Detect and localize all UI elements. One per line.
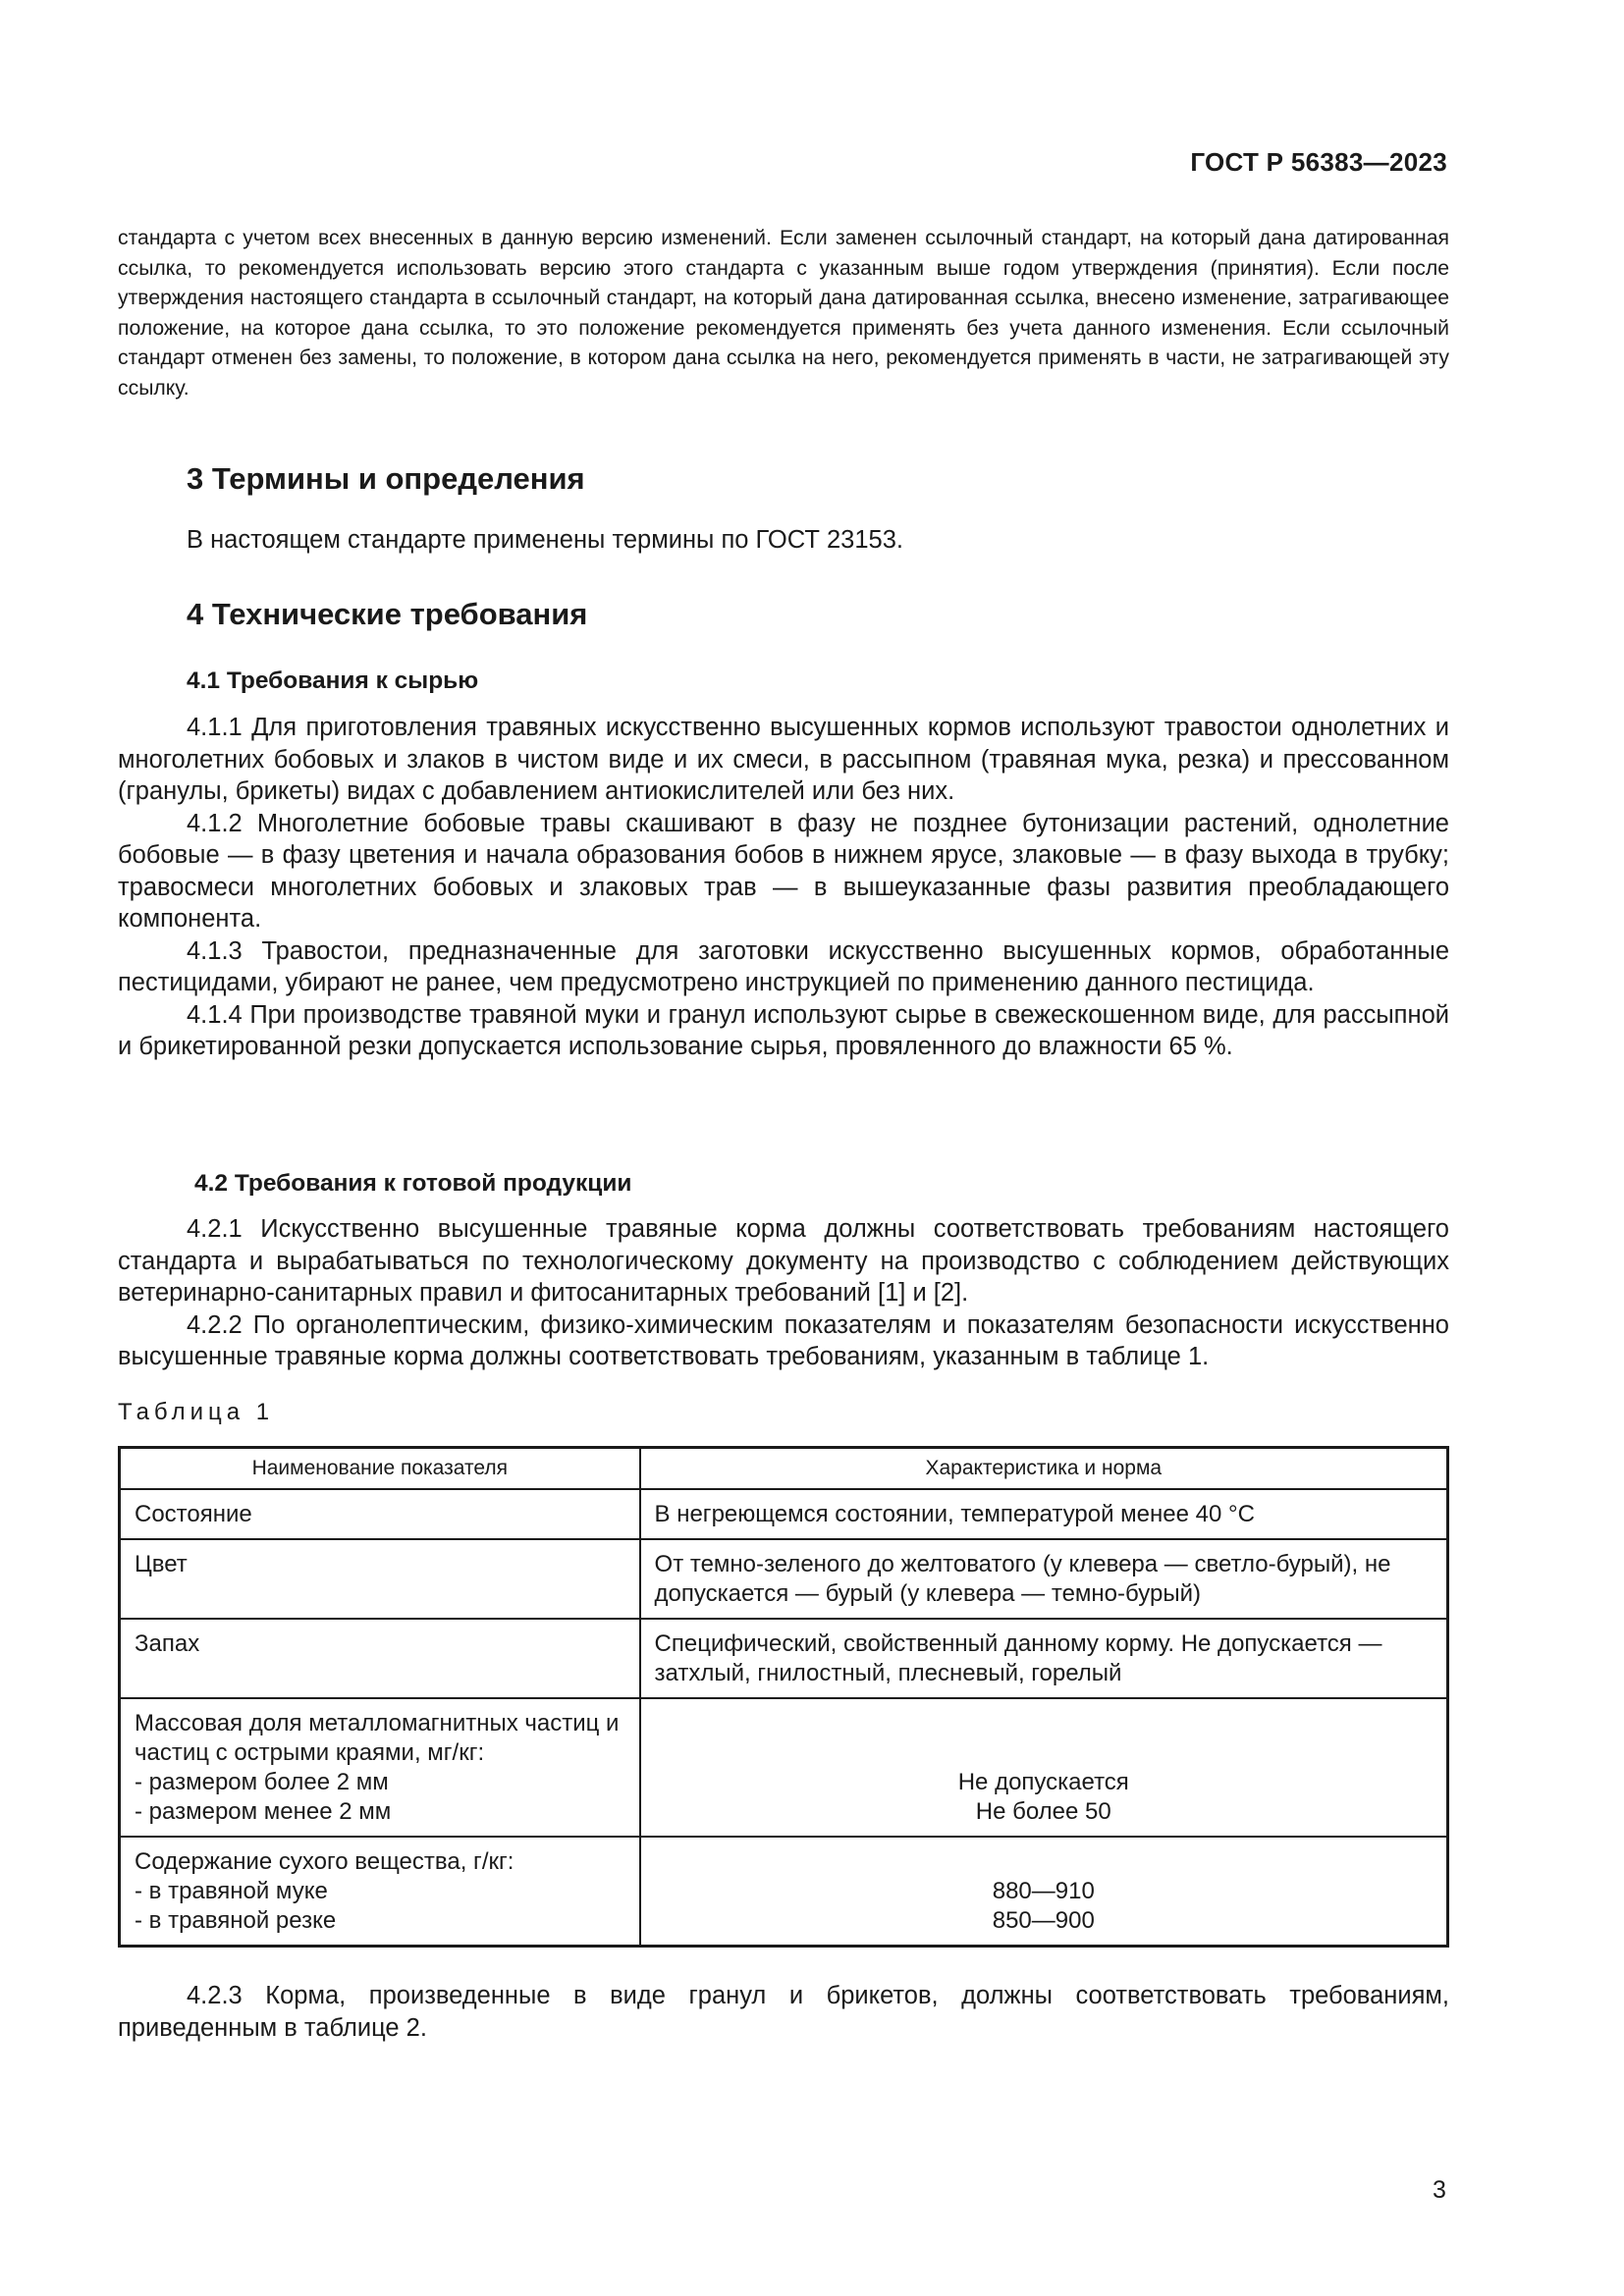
paragraph-4-2-2: 4.2.2 По органолептическим, физико-химическим показателям и показателям безопасности искусственно высушенные травяные корма должны соответствовать требованиям, указанным в таблице 1. xyxy=(118,1310,1449,1370)
row-value: 880—910 xyxy=(992,1878,1095,1904)
row-subitem: - в травяной муке xyxy=(135,1878,328,1904)
table-row xyxy=(120,1837,1448,1947)
subsection-4-1-title: 4.1 Требования к сырью xyxy=(187,667,479,694)
table-cell-name: Состояние xyxy=(120,1489,640,1539)
section-3-title: 3 Термины и определения xyxy=(187,461,585,496)
paragraph-4-2-3-block xyxy=(118,1980,1449,2044)
table-cell-value: Специфический, свойственный данному корму. Не допускается — затхлый, гнилостный, плесневый, горелый xyxy=(640,1619,1448,1698)
paragraph-4-1-3: 4.1.3 Травостои, предназначенные для заготовки искусственно высушенных кормов, обработанные пестицидами, убирают не ранее, чем предусмотрено инструкцией по применению данного пестицида. xyxy=(118,936,1449,996)
row-subitem: - в травяной резке xyxy=(135,1907,337,1934)
subsection-4-1-body xyxy=(118,712,1449,1063)
table-cell-value: От темно-зеленого до желтоватого (у клевера — светло-бурый), не допускается — бурый (у клевера — темно-бурый) xyxy=(640,1539,1448,1619)
table-row xyxy=(120,1539,1448,1619)
section-3-text: В настоящем стандарте применены термины по ГОСТ 23153. xyxy=(187,526,903,554)
table-header-indicator: Наименование показателя xyxy=(120,1448,640,1490)
row-subitem: - размером менее 2 мм xyxy=(135,1798,392,1825)
lead-paragraph: стандарта с учетом всех внесенных в данную версию изменений. Если заменен ссылочный стандарт, на который дана датированная ссылка, то рекомендуется использовать версию этого стандарта с указанным выше годом утверждения (принятия). Если после утверждения настоящего стандарта в ссылочный стандарт, на который дана датированная ссылка, внесено изменение, затрагивающее положение, на которое дана ссылка, то это положение рекомендуется применять без учета данного изменения. Если ссылочный стандарт отменен без замены, то положение, в котором дана ссылка на него, рекомендуется применять в части, не затрагивающей эту ссылку. xyxy=(118,227,1449,400)
row-value: Не более 50 xyxy=(975,1798,1111,1825)
paragraph-4-2-1: 4.2.1 Искусственно высушенные травяные корма должны соответствовать требованиям настоящего стандарта и вырабатываться по технологическому документу на производство с соблюдением действующих ветеринарно-санитарных правил и фитосанитарных требований [1] и [2]. xyxy=(118,1215,1449,1307)
table-row xyxy=(120,1489,1448,1539)
table-header-norm: Характеристика и норма xyxy=(640,1448,1448,1490)
table-cell-name xyxy=(120,1837,640,1947)
row-subitem: - размером более 2 мм xyxy=(135,1769,389,1795)
table-1-caption: Таблица 1 xyxy=(118,1399,275,1425)
row-value: 850—900 xyxy=(992,1907,1095,1934)
table-header-row xyxy=(120,1448,1448,1490)
table-cell-name: Запах xyxy=(120,1619,640,1698)
subsection-4-2-title: 4.2 Требования к готовой продукции xyxy=(194,1170,632,1197)
row-label: Массовая доля металломагнитных частиц и частиц с острыми краями, мг/кг: xyxy=(135,1710,620,1766)
section-4-title: 4 Технические требования xyxy=(187,597,588,631)
table-1 xyxy=(118,1446,1449,1948)
table-row xyxy=(120,1619,1448,1698)
row-value: Не допускается xyxy=(957,1769,1129,1795)
document-code: ГОСТ Р 56383—2023 xyxy=(1190,147,1447,177)
paragraph-4-2-3: 4.2.3 Корма, произведенные в виде гранул и брикетов, должны соответствовать требованиям, приведенным в таблице 2. xyxy=(118,1982,1449,2042)
paragraph-4-1-2: 4.1.2 Многолетние бобовые травы скашивают в фазу не позднее бутонизации растений, однолетние бобовые — в фазу цветения и начала образования бобов в нижнем ярусе, злаковые — в фазу выхода в трубку; травосмеси многолетних бобовых и злаковых трав — в вышеуказанные фазы развития преобладающего компонента. xyxy=(118,809,1449,933)
table-row xyxy=(120,1698,1448,1837)
table-cell-value xyxy=(640,1698,1448,1837)
paragraph-4-1-1: 4.1.1 Для приготовления травяных искусственно высушенных кормов используют травостои однолетних и многолетних бобовых и злаков в чистом виде и их смеси, в рассыпном (травяная мука, резка) и прессованном (гранулы, брикеты) видах с добавлением антиокислителей или без них. xyxy=(118,714,1449,805)
table-cell-name: Цвет xyxy=(120,1539,640,1619)
table-cell-name xyxy=(120,1698,640,1837)
paragraph-4-1-4: 4.1.4 При производстве травяной муки и гранул используют сырье в свежескошенном виде, для рассыпной и брикетированной резки допускается использование сырья, провяленного до влажности 65 %. xyxy=(118,1000,1449,1060)
row-label: Содержание сухого вещества, г/кг: xyxy=(135,1848,514,1875)
page-number: 3 xyxy=(1433,2176,1446,2204)
table-cell-value xyxy=(640,1837,1448,1947)
table-cell-value: В негреющемся состоянии, температурой менее 40 °С xyxy=(640,1489,1448,1539)
subsection-4-2-body xyxy=(118,1213,1449,1373)
